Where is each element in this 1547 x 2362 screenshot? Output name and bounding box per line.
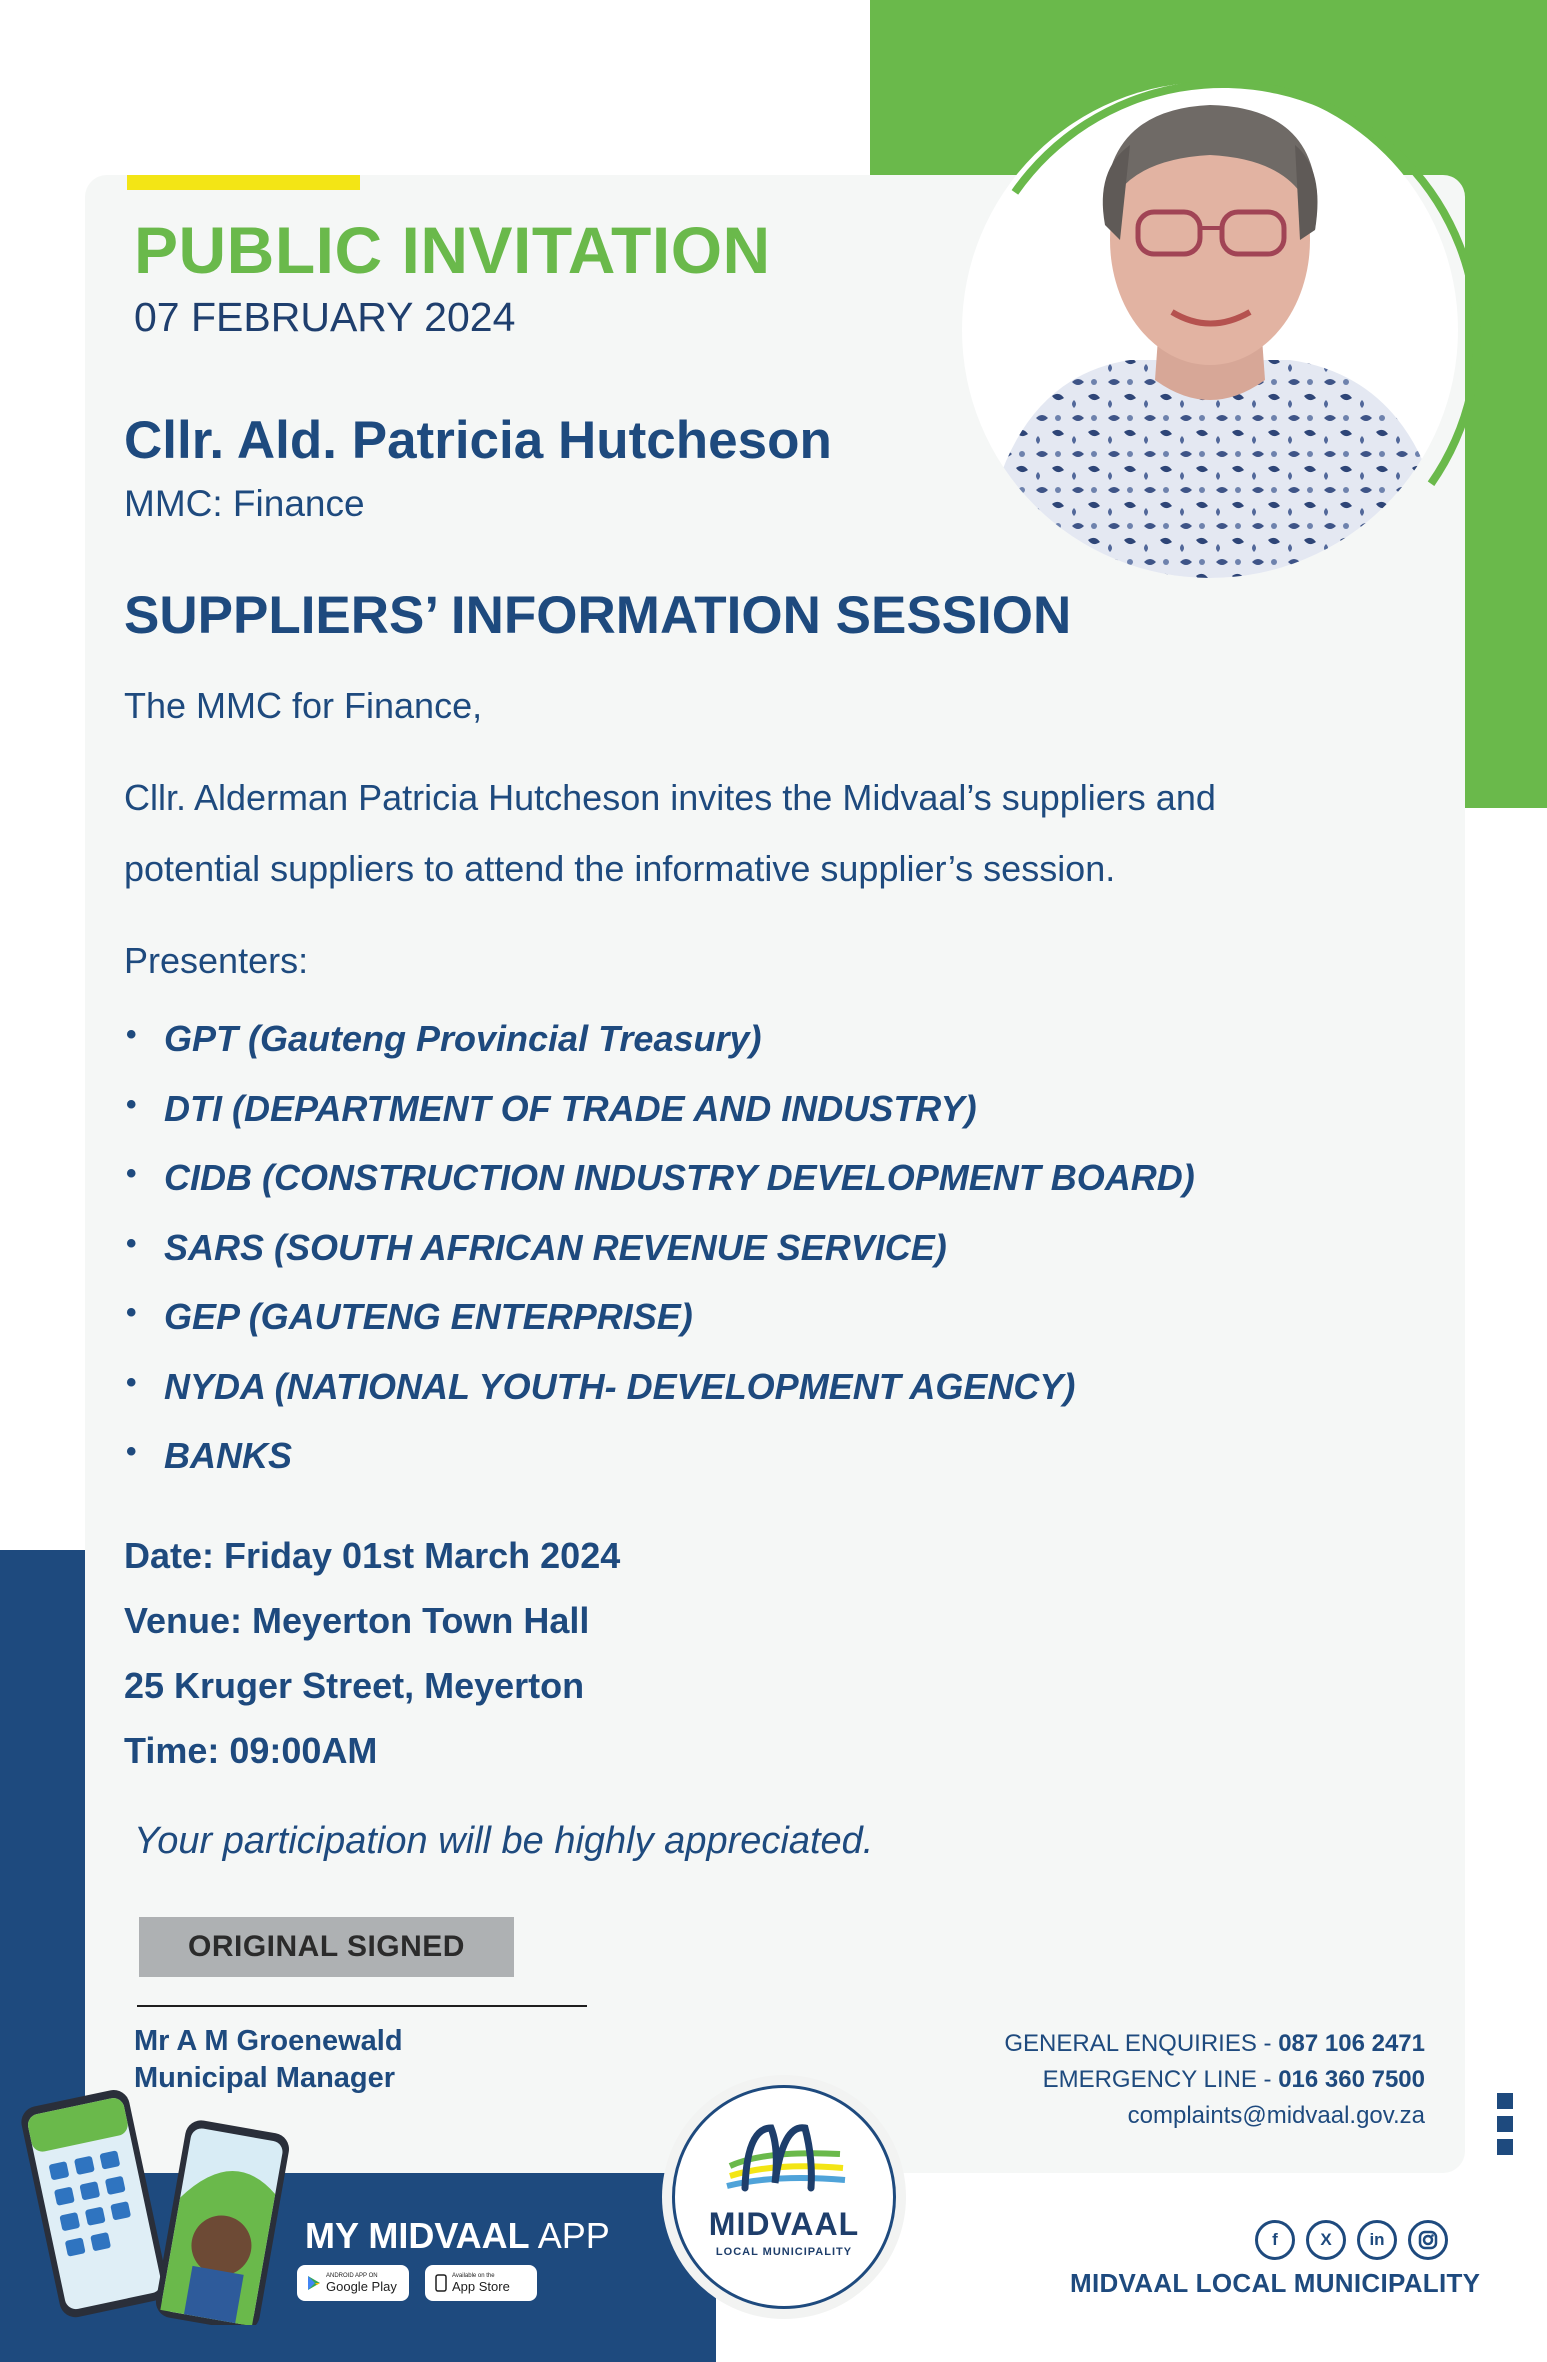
event-details [124,1535,620,1795]
event-venue: Venue: Meyerton Town Hall [124,1600,590,1641]
app-store-text: App Store [452,2278,510,2294]
google-play-icon [307,2275,321,2291]
session-title: SUPPLIERS’ INFORMATION SESSION [124,586,1072,645]
original-signed-badge: ORIGINAL SIGNED [139,1917,514,1977]
presenter-nyda: NYDA (NATIONAL YOUTH- DEVELOPMENT AGENCY) [164,1365,1076,1407]
list-item [124,1227,1195,1297]
google-play-badge[interactable] [297,2265,409,2301]
emergency-line-number[interactable]: 016 360 7500 [1278,2066,1425,2093]
app-store-small-text: Available on the [452,2272,495,2279]
presenter-gep: GEP (GAUTENG ENTERPRISE) [164,1296,693,1337]
emergency-line-label: EMERGENCY LINE - [1042,2066,1279,2093]
list-item [124,1157,1195,1227]
linkedin-icon[interactable]: in [1357,2220,1397,2260]
bullet-icon: • [126,1157,137,1190]
list-item [124,1088,1195,1158]
general-enquiries-number[interactable]: 087 106 2471 [1278,2030,1425,2057]
app-store-badge[interactable] [425,2265,537,2301]
emergency-line [920,2066,1425,2102]
list-item [124,1366,1195,1436]
general-enquiries [920,2030,1425,2066]
dot [1497,2139,1513,2155]
presenter-banks: BANKS [164,1435,293,1476]
app-title [305,2215,610,2257]
facebook-icon[interactable]: f [1255,2220,1295,2260]
google-play-small-text: ANDROID APP ON [326,2272,378,2279]
dot [1497,2116,1513,2132]
page-title: PUBLIC INVITATION [134,213,771,287]
event-date: Date: Friday 01st March 2024 [124,1535,621,1576]
list-item [124,1296,1195,1366]
complaints-email[interactable]: complaints@midvaal.gov.za [1127,2102,1425,2129]
bullet-icon: • [126,1087,137,1121]
app-phones-illustration [20,2085,310,2325]
logo-name: MIDVAAL [708,2206,860,2242]
general-enquiries-label: GENERAL ENQUIRIES - [1004,2030,1279,2057]
signatory-title: Municipal Manager [134,2062,396,2094]
councillor-role: MMC: Finance [124,483,365,524]
councillor-photo [960,50,1500,650]
midvaal-logo [672,2085,896,2309]
bullet-icon: • [126,1365,137,1399]
presenter-gpt: GPT (Gauteng Provincial Treasury) [164,1018,762,1059]
presenter-dti: DTI (DEPARTMENT OF TRADE AND INDUSTRY) [164,1087,977,1129]
instagram-icon[interactable] [1408,2220,1448,2260]
yellow-accent-bar [127,175,360,190]
logo-mark-icon [675,2088,893,2208]
intro-text: The MMC for Finance, [124,685,483,726]
phone-icon [435,2274,447,2292]
bullet-icon: • [126,1018,137,1051]
logo-subtitle: LOCAL MUNICIPALITY [715,2246,853,2258]
presenter-cidb: CIDB (CONSTRUCTION INDUSTRY DEVELOPMENT BOARD) [164,1157,1195,1198]
event-address: 25 Kruger Street, Meyerton [124,1665,585,1706]
presenters-label: Presenters: [124,940,309,981]
app-title-bold: MY MIDVAAL [305,2215,530,2256]
presenter-sars: SARS (SOUTH AFRICAN REVENUE SERVICE) [164,1226,947,1268]
social-links [1255,2220,1448,2260]
dot [1497,2093,1513,2109]
organisation-name: MIDVAAL LOCAL MUNICIPALITY [1070,2268,1481,2298]
x-icon[interactable]: X [1306,2220,1346,2260]
councillor-name: Cllr. Ald. Patricia Hutcheson [124,411,832,470]
app-title-light: APP [529,2215,610,2256]
publication-date: 07 FEBRUARY 2024 [134,294,516,340]
contact-block [920,2030,1425,2138]
phones-icon [20,2085,310,2325]
list-item [124,1435,1195,1505]
instagram-glyph [1418,2230,1438,2250]
google-play-text: Google Play [326,2278,397,2294]
body-text-line-2: potential suppliers to attend the informative supplier’s session. [124,848,1116,889]
event-time: Time: 09:00AM [124,1730,378,1771]
signature-line [137,2005,587,2007]
bullet-icon: • [126,1226,137,1260]
closing-note: Your participation will be highly appreciated. [134,1820,874,1862]
signatory-name: Mr A M Groenewald [134,2025,403,2057]
side-dots-decoration [1497,2093,1513,2162]
body-text-line-1: Cllr. Alderman Patricia Hutcheson invites the Midvaal’s suppliers and [124,777,1216,818]
list-item [124,1018,1195,1088]
bullet-icon: • [126,1435,137,1468]
bullet-icon: • [126,1296,137,1329]
presenters-list [124,1018,1195,1505]
